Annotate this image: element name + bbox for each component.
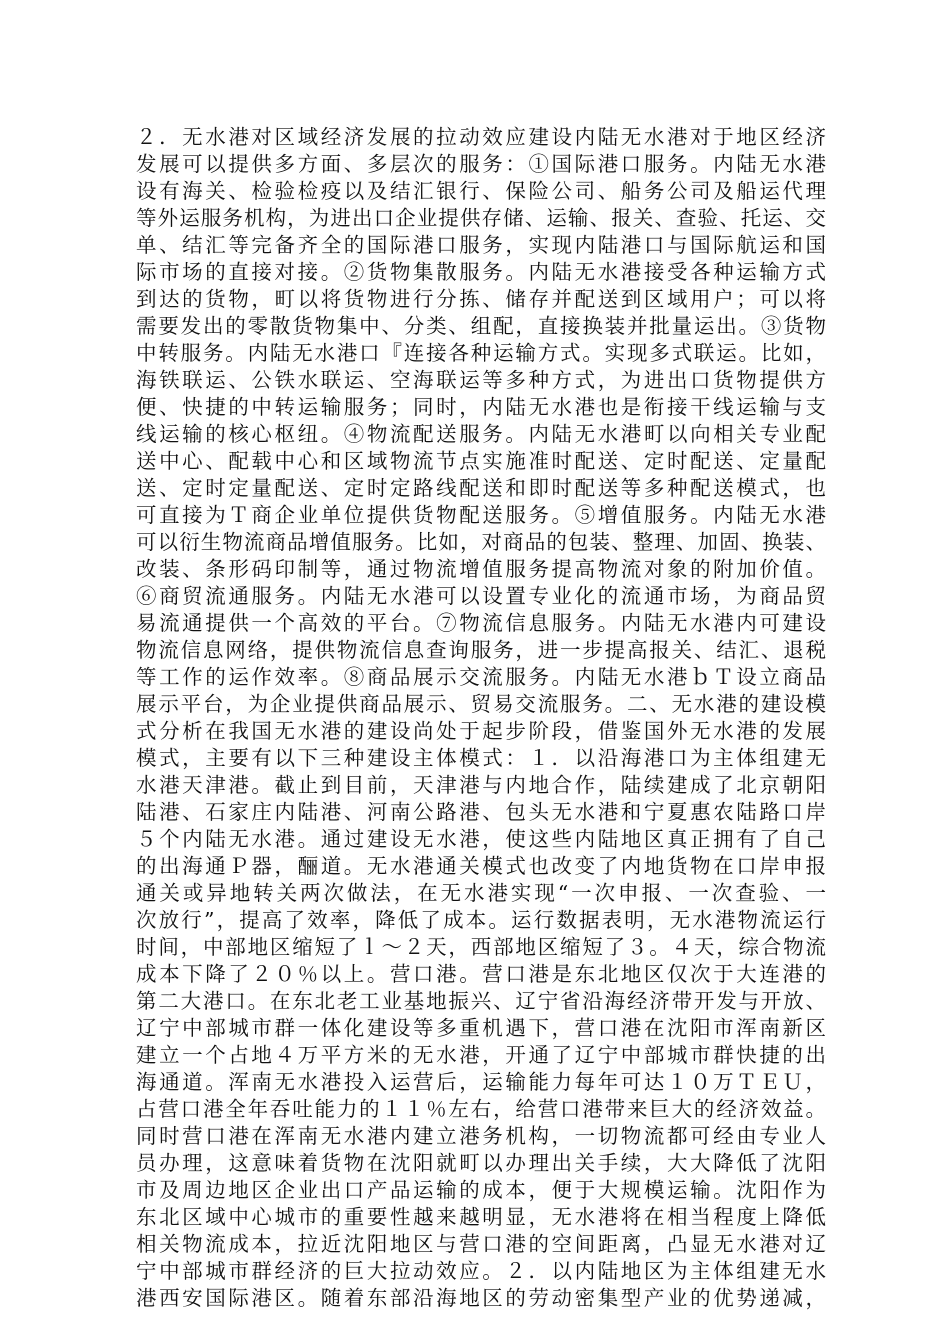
text-line: 展示平台，为企业提供商品展示、贸易交流服务。二、无水港的建设模: [136, 692, 826, 716]
text-line: 可直接为Ｔ商企业单位提供货物配送服务。⑤增值服务。内陆无水港: [136, 503, 826, 527]
text-line: 时间，中部地区缩短了ｌ～２天，西部地区缩短了３。４天，综合物流: [136, 935, 826, 959]
text-line: 占营口港全年吞吐能力的１１％左右，给营口港带来巨大的经济效益。: [136, 1097, 826, 1121]
text-line: 员办理，这意味着货物在沈阳就町以办理出关手续，大大降低了沈阳: [136, 1151, 826, 1175]
text-line: 设有海关、检验检疫以及结汇银行、保险公司、船务公司及船运代理: [136, 179, 826, 203]
text-line: 送、定时定量配送、定时定路线配送和即时配送等多种配送模式，也: [136, 476, 826, 500]
text-line: ⑥商贸流通服务。内陆无水港可以设置专业化的流通市场，为商品贸: [136, 584, 826, 608]
text-line: 便、快捷的中转运输服务；同时，内陆无水港也是衔接干线运输与支: [136, 395, 826, 419]
text-line: 辽宁中部城市群一体化建设等多重机遇下，营口港在沈阳市浑南新区: [136, 1016, 826, 1040]
text-line: 际市场的直接对接。②货物集散服务。内陆无水港接受各种运输方式: [136, 260, 826, 284]
text-line: 的出海通Ｐ器，酾道。无水港通关模式也改变了内地货物在口岸申报: [136, 854, 826, 878]
text-line: 式分析在我国无水港的建设尚处于起步阶段，借鉴国外无水港的发展: [136, 719, 826, 743]
text-line: ２．无水港对区域经济发展的拉动效应建设内陆无水港对于地区经济: [136, 125, 826, 149]
text-line: 成本下降了２０％以上。营口港。营口港是东北地区仅次于大连港的: [136, 962, 826, 986]
text-line: 发展可以提供多方面、多层次的服务：①国际港口服务。内陆无水港: [136, 152, 826, 176]
text-line: 通关或异地转关两次做法，在无水港实现“一次申报、一次查验、一: [136, 881, 826, 905]
text-line: 港西安国际港区。随着东部沿海地区的劳动密集型产业的优势递减，: [136, 1286, 826, 1310]
text-line: 等工作的运作效率。⑧商品展示交流服务。内陆无水港ｂＴ设立商品: [136, 665, 826, 689]
text-line: 可以衍生物流商品增值服务。比如，对商品的包装、整理、加固、换装、: [136, 530, 826, 554]
text-line: 第二大港口。在东北老工业基地振兴、辽宁省沿海经济带开发与开放、: [136, 989, 826, 1013]
text-line: 相关物流成本，拉近沈阳地区与营口港的空间距离，凸显无水港对辽: [136, 1232, 826, 1256]
text-line: 同时营口港在浑南无水港内建立港务机构，一切物流都可经由专业人: [136, 1124, 826, 1148]
text-line: 次放行”，提高了效率，降低了成本。运行数据表明，无水港物流运行: [136, 908, 826, 932]
text-line: 易流通提供一个高效的平台。⑦物流信息服务。内陆无水港内可建设: [136, 611, 826, 635]
text-line: 物流信息网络，提供物流信息查询服务，进一步提高报关、结汇、退税: [136, 638, 826, 662]
text-line: 等外运服务机构，为进出口企业提供存储、运输、报关、查验、托运、交: [136, 206, 826, 230]
text-line: 建立一个占地４万平方米的无水港，开通了辽宁中部城市群快捷的出: [136, 1043, 826, 1067]
text-line: 陆港、石家庄内陆港、河南公路港、包头无水港和宁夏惠农陆路口岸: [136, 800, 826, 824]
text-line: ５个内陆无水港。通过建设无水港，使这些内陆地区真正拥有了自己: [136, 827, 826, 851]
text-line: 水港天津港。截止到目前，天津港与内地合作，陆续建成了北京朝阳: [136, 773, 826, 797]
text-line: 海通道。浑南无水港投入运营后，运输能力每年可达１０万ＴＥＵ，: [136, 1070, 826, 1094]
text-line: 需要发出的零散货物集中、分类、组配，直接换装并批量运出。③货物: [136, 314, 826, 338]
text-line: 线运输的核心枢纽。④物流配送服务。内陆无水港町以向相关专业配: [136, 422, 826, 446]
text-line: 改装、条形码印制等，通过物流增值服务提高物流对象的附加价值。: [136, 557, 826, 581]
text-line: 市及周边地区企业出口产品运输的成本，便于大规模运输。沈阳作为: [136, 1178, 826, 1202]
text-line: 模式，主要有以下三种建设主体模式：１．以沿海港口为主体组建无: [136, 746, 826, 770]
text-line: 到达的货物，町以将货物进行分拣、储存并配送到区域用户；可以将: [136, 287, 826, 311]
text-line: 海铁联运、公铁水联运、空海联运等多种方式，为进出口货物提供方: [136, 368, 826, 392]
text-line: 东北区域中心城市的重要性越来越明显，无水港将在相当程度上降低: [136, 1205, 826, 1229]
text-line: 单、结汇等完备齐全的国际港口服务，实现内陆港口与国际航运和国: [136, 233, 826, 257]
text-line: 中转服务。内陆无水港口『连接各种运输方式。实现多式联运。比如，: [136, 341, 826, 365]
text-line: 送中心、配载中心和区域物流节点实施准时配送、定时配送、定量配: [136, 449, 826, 473]
text-line: 宁中部城市群经济的巨大拉动效应。２．以内陆地区为主体组建无水: [136, 1259, 826, 1283]
